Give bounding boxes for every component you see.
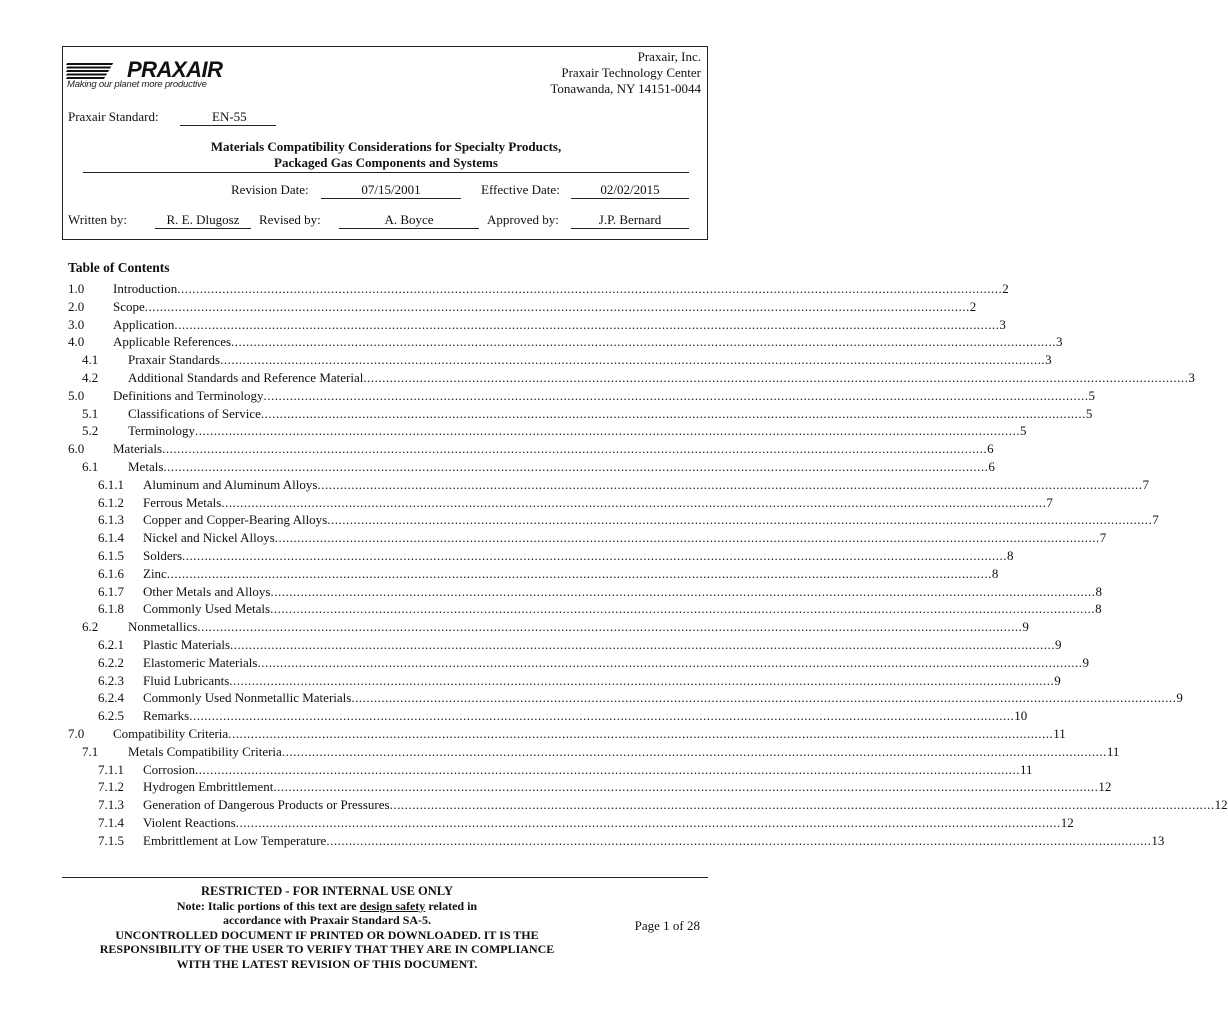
toc-entry-title: Fluid Lubricants (143, 672, 230, 688)
restricted-notice: RESTRICTED - FOR INTERNAL USE ONLY (200, 884, 454, 898)
note-line-2: accordance with Praxair Standard SA-5. (222, 913, 432, 927)
revision-date-value: 07/15/2001 (321, 182, 461, 199)
company-city: Tonawanda, NY 14151-0044 (550, 81, 701, 96)
toc-entry[interactable] (68, 298, 977, 316)
toc-entry-number: 5.0 (68, 387, 85, 403)
toc-entry[interactable] (68, 387, 1095, 405)
toc-entry-number: 6.1.6 (98, 565, 124, 581)
toc-entry-page: 9 (1022, 619, 1029, 635)
toc-entry[interactable] (68, 689, 1183, 707)
standard-label: Praxair Standard: (68, 109, 159, 124)
toc-entry-number: 7.1.3 (98, 797, 124, 813)
toc-dot-leader: ............................................................................................................................................................................................................................ (228, 725, 1054, 741)
title-line-2: Packaged Gas Components and Systems (274, 155, 498, 170)
toc-dot-leader: ............................................................................................................................................................................................................................ (229, 672, 1055, 688)
toc-title: Table of Contents (68, 260, 170, 275)
toc-entry-title: Violent Reactions (143, 814, 236, 830)
note-prefix: Note: Italic portions of this text are (176, 898, 360, 913)
toc-entry[interactable] (68, 422, 1027, 440)
toc-entry[interactable] (68, 743, 1120, 761)
page-number: Page 1 of 28 (634, 918, 700, 933)
toc-entry-page: 8 (991, 565, 999, 581)
toc-entry-page: 11 (1020, 761, 1033, 777)
document-title (83, 139, 689, 173)
toc-dot-leader: ............................................................................................................................................................................................................................ (327, 512, 1153, 528)
toc-entry-number: 6.1.4 (98, 530, 124, 546)
toc-dot-leader: ............................................................................................................................................................................................................................ (270, 601, 1096, 617)
toc-entry-title: Commonly Used Metals (143, 601, 271, 617)
toc-entry[interactable] (68, 351, 1052, 369)
toc-entry-page: 12 (1060, 814, 1074, 830)
toc-entry[interactable] (68, 778, 1112, 796)
toc-entry-title: Hydrogen Embrittlement (143, 779, 274, 795)
toc-dot-leader: ............................................................................................................................................................................................................................ (182, 547, 1007, 563)
toc-entry-title: Generation of Dangerous Products or Pressures (143, 797, 390, 813)
company-address (550, 49, 701, 97)
toc-entry-number: 5.2 (82, 423, 99, 439)
toc-entry-page: 9 (1055, 636, 1062, 652)
toc-entry-number: 6.2.5 (98, 708, 124, 724)
toc-dot-leader: ............................................................................................................................................................................................................................ (270, 583, 1096, 599)
toc-entry-number: 4.0 (68, 334, 85, 350)
toc-entry[interactable] (68, 529, 1107, 547)
toc-dot-leader: ............................................................................................................................................................................................................................ (195, 761, 1020, 777)
toc-entry-page: 7 (1152, 512, 1159, 528)
toc-entry-page: 6 (988, 458, 995, 474)
toc-entry-page: 7 (1142, 476, 1149, 492)
effective-date-label: Effective Date: (481, 182, 560, 197)
toc-entry-number: 7.1 (82, 743, 99, 759)
warning-line-3: WITH THE LATEST REVISION OF THIS DOCUMENT. (176, 956, 478, 971)
toc-entry-title: Definitions and Terminology (113, 387, 264, 403)
toc-entry-page: 5 (1085, 405, 1093, 421)
toc-entry-title: Classifications of Service (128, 405, 261, 421)
toc-dot-leader: ............................................................................................................................................................................................................................ (177, 281, 1003, 296)
toc-entry-title: Solders (143, 547, 182, 563)
toc-dot-leader: ............................................................................................................................................................................................................................ (235, 814, 1061, 830)
toc-dot-leader: ............................................................................................................................................................................................................................ (221, 494, 1047, 510)
toc-entry-number: 1.0 (68, 281, 85, 296)
toc-entry-page: 9 (1176, 690, 1183, 706)
toc-dot-leader: ............................................................................................................................................................................................................................ (230, 636, 1056, 652)
toc-entry-number: 7.0 (68, 725, 85, 741)
toc-entry-title: Introduction (113, 281, 178, 296)
toc-entry[interactable] (68, 583, 1102, 601)
toc-entry-title: Elastomeric Materials (143, 654, 258, 670)
toc-entry-page: 11 (1106, 743, 1120, 759)
toc-dot-leader: ............................................................................................................................................................................................................................ (194, 423, 1020, 439)
page-footer (62, 884, 592, 971)
toc-entry[interactable] (68, 405, 1093, 423)
toc-entry-page: 2 (969, 298, 977, 314)
toc-entry-page: 9 (1054, 672, 1061, 688)
toc-entry-title: Nonmetallics (128, 619, 198, 635)
toc-entry-number: 6.1.8 (98, 601, 124, 617)
toc-entry-title: Corrosion (143, 761, 195, 777)
toc-dot-leader: ............................................................................................................................................................................................................................ (174, 316, 1000, 332)
toc-entry-number: 6.2.4 (98, 690, 124, 706)
toc-dot-leader: ............................................................................................................................................................................................................................ (197, 619, 1023, 635)
toc-entry-title: Additional Standards and Reference Material (128, 369, 364, 385)
toc-entry-number: 6.1.7 (98, 583, 124, 599)
toc-entry[interactable] (68, 547, 1014, 565)
toc-entry-page: 3 (1188, 369, 1195, 385)
toc-dot-leader: ............................................................................................................................................................................................................................ (326, 832, 1152, 848)
logo-tagline: Making our planet more productive (67, 79, 207, 90)
table-of-contents (68, 280, 1228, 850)
title-line-1: Materials Compatibility Considerations for Specialty Products, (210, 139, 562, 154)
revision-date-label: Revision Date: (231, 182, 309, 197)
toc-entry-number: 4.1 (82, 352, 99, 368)
toc-dot-leader: ............................................................................................................................................................................................................................ (189, 708, 1015, 724)
revised-by-label: Revised by: (259, 212, 321, 227)
toc-entry-title: Copper and Copper-Bearing Alloys (143, 512, 328, 528)
toc-entry-title: Metals (128, 458, 164, 474)
toc-entry[interactable] (68, 494, 1053, 512)
effective-date-value: 02/02/2015 (571, 182, 689, 199)
note-suffix: related in (425, 898, 478, 913)
toc-entry-number: 7.1.5 (98, 832, 124, 848)
toc-dot-leader: ............................................................................................................................................................................................................................ (363, 369, 1189, 385)
toc-entry-number: 7.1.4 (98, 814, 124, 830)
toc-entry[interactable] (68, 618, 1029, 636)
toc-entry-page: 9 (1082, 654, 1089, 670)
toc-entry-title: Terminology (128, 423, 195, 439)
toc-entry[interactable] (68, 316, 1006, 334)
toc-entry[interactable] (68, 476, 1149, 494)
toc-dot-leader: ............................................................................................................................................................................................................................ (162, 441, 988, 457)
toc-entry-title: Embrittlement at Low Temperature (143, 832, 327, 848)
toc-entry-number: 3.0 (68, 316, 85, 332)
toc-entry-page: 12 (1214, 797, 1228, 813)
toc-entry-title: Ferrous Metals (143, 494, 222, 510)
toc-entry-page: 8 (1095, 601, 1102, 617)
toc-entry-number: 6.1.1 (98, 476, 124, 492)
toc-entry[interactable] (68, 725, 1066, 743)
toc-dot-leader: ............................................................................................................................................................................................................................ (144, 298, 970, 314)
toc-entry-number: 2.0 (68, 298, 85, 314)
toc-entry[interactable] (68, 707, 1028, 725)
toc-dot-leader: ............................................................................................................................................................................................................................ (260, 405, 1086, 421)
design-safety-term: design safety (359, 898, 426, 913)
toc-entry-title: Remarks (143, 708, 190, 724)
warning-line-1: UNCONTROLLED DOCUMENT IF PRINTED OR DOWNLOADED. IT IS THE (115, 927, 539, 942)
toc-entry-number: 4.2 (82, 369, 99, 385)
approved-by-label: Approved by: (487, 212, 559, 227)
toc-entry-page: 8 (1007, 547, 1014, 563)
toc-entry[interactable] (68, 636, 1062, 654)
toc-dot-leader: ............................................................................................................................................................................................................................ (166, 565, 992, 581)
toc-entry-page: 7 (1099, 530, 1107, 546)
toc-entry-number: 6.1.5 (98, 547, 124, 563)
standard-value: EN-55 (180, 109, 276, 126)
toc-entry-number: 6.2.2 (98, 654, 124, 670)
toc-dot-leader: ............................................................................................................................................................................................................................ (163, 458, 989, 474)
toc-entry-number: 6.0 (68, 441, 85, 457)
toc-entry[interactable] (68, 333, 1063, 351)
company-center: Praxair Technology Center (561, 65, 701, 80)
toc-entry-page: 3 (1056, 334, 1063, 350)
toc-entry-page: 8 (1095, 583, 1102, 599)
toc-entry-number: 6.1.2 (98, 494, 124, 510)
toc-entry-title: Application (113, 316, 175, 332)
document-header (62, 46, 708, 240)
logo-wordmark: PRAXAIR (127, 57, 223, 82)
toc-entry-title: Applicable References (113, 334, 232, 350)
approved-by-value: J.P. Bernard (571, 212, 689, 229)
toc-entry-page: 12 (1098, 779, 1112, 795)
toc-entry-page: 5 (1088, 387, 1095, 403)
toc-entry-title: Aluminum and Aluminum Alloys (143, 476, 318, 492)
toc-entry[interactable] (68, 796, 1228, 814)
toc-entry-number: 6.2.1 (98, 636, 124, 652)
toc-dot-leader: ............................................................................................................................................................................................................................ (281, 743, 1107, 759)
toc-dot-leader: ............................................................................................................................................................................................................................ (273, 779, 1099, 795)
toc-entry[interactable] (68, 369, 1195, 387)
toc-entry-title: Metals Compatibility Criteria (128, 743, 282, 759)
toc-entry-page: 10 (1014, 708, 1028, 724)
toc-dot-leader: ............................................................................................................................................................................................................................ (263, 387, 1089, 403)
toc-entry[interactable] (68, 600, 1102, 618)
toc-entry-page: 5 (1019, 423, 1027, 439)
toc-dot-leader: ............................................................................................................................................................................................................................ (257, 654, 1083, 670)
toc-entry-number: 7.1.2 (98, 779, 124, 795)
toc-dot-leader: ............................................................................................................................................................................................................................ (220, 352, 1046, 368)
toc-entry-page: 6 (987, 441, 994, 457)
toc-entry-page: 3 (1045, 352, 1052, 368)
toc-entry-page: 11 (1053, 725, 1066, 741)
toc-entry-title: Zinc (143, 565, 167, 581)
standard-row (68, 109, 247, 125)
toc-dot-leader: ............................................................................................................................................................................................................................ (351, 690, 1177, 706)
toc-entry-page: 2 (1002, 281, 1009, 296)
toc-entry[interactable] (68, 672, 1061, 690)
toc-entry[interactable] (68, 654, 1089, 672)
toc-entry-number: 6.1.3 (98, 512, 124, 528)
footer-divider (62, 877, 708, 878)
toc-entry[interactable] (68, 458, 995, 476)
toc-entry-title: Scope (113, 298, 145, 314)
toc-entry-number: 5.1 (82, 405, 99, 421)
toc-entry-title: Compatibility Criteria (113, 725, 229, 741)
written-by-value: R. E. Dlugosz (155, 212, 251, 229)
toc-entry[interactable] (68, 832, 1165, 850)
written-by-label: Written by: (68, 212, 128, 227)
revised-by-value: A. Boyce (339, 212, 479, 229)
toc-entry-title: Nickel and Nickel Alloys (143, 530, 275, 546)
toc-entry-title: Praxair Standards (128, 352, 221, 368)
toc-entry[interactable] (68, 814, 1074, 832)
toc-dot-leader: ............................................................................................................................................................................................................................ (231, 334, 1057, 350)
toc-entry-page: 7 (1046, 494, 1053, 510)
toc-dot-leader: ............................................................................................................................................................................................................................ (389, 797, 1215, 813)
toc-entry[interactable] (68, 761, 1033, 779)
toc-entry[interactable] (68, 440, 994, 458)
toc-entry-number: 6.2 (82, 619, 99, 635)
toc-entry-title: Other Metals and Alloys (143, 583, 271, 599)
toc-entry-page: 13 (1151, 832, 1165, 848)
toc-entry[interactable] (68, 280, 1009, 298)
toc-entry[interactable] (68, 511, 1159, 529)
toc-entry-number: 7.1.1 (98, 761, 124, 777)
toc-dot-leader: ............................................................................................................................................................................................................................ (274, 530, 1100, 546)
warning-line-2: RESPONSIBILITY OF THE USER TO VERIFY THAT THEY ARE IN COMPLIANCE (99, 942, 555, 956)
toc-dot-leader: ............................................................................................................................................................................................................................ (317, 476, 1143, 492)
toc-entry-title: Materials (113, 441, 163, 457)
italic-note (62, 899, 592, 914)
toc-entry-title: Plastic Materials (143, 636, 231, 652)
toc-entry-number: 6.1 (82, 458, 99, 474)
toc-entry[interactable] (68, 565, 999, 583)
toc-entry-number: 6.2.3 (98, 672, 124, 688)
toc-entry-title: Commonly Used Nonmetallic Materials (143, 690, 352, 706)
company-name: Praxair, Inc. (637, 49, 701, 64)
toc-entry-page: 3 (999, 316, 1006, 332)
